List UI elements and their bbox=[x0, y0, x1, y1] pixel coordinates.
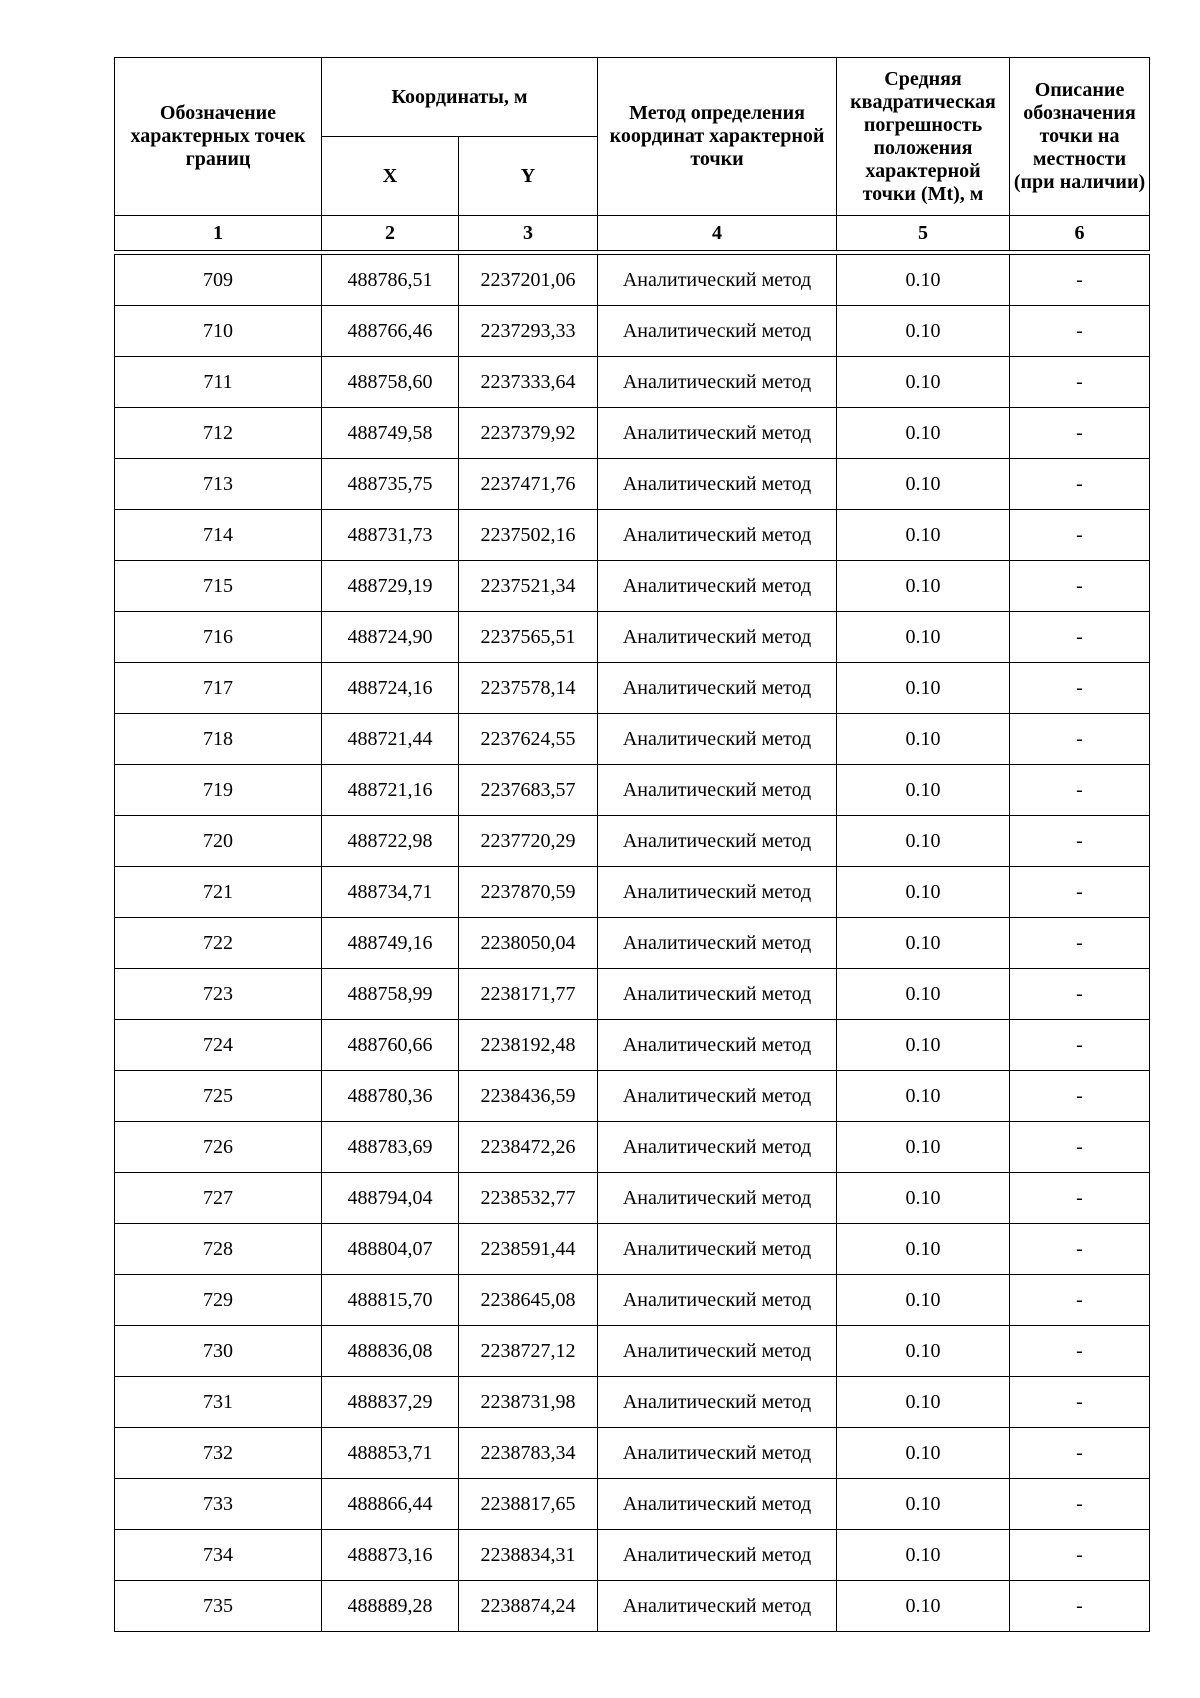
point-id-cell: 733 bbox=[115, 1479, 322, 1530]
x-coordinate-cell: 488780,36 bbox=[322, 1071, 459, 1122]
description-cell: - bbox=[1010, 1530, 1150, 1581]
mean-error-cell: 0.10 bbox=[837, 663, 1010, 714]
x-coordinate-cell: 488758,60 bbox=[322, 357, 459, 408]
description-cell: - bbox=[1010, 1581, 1150, 1632]
method-cell: Аналитический метод bbox=[598, 1326, 837, 1377]
method-cell: Аналитический метод bbox=[598, 1173, 837, 1224]
description-cell: - bbox=[1010, 816, 1150, 867]
description-cell: - bbox=[1010, 510, 1150, 561]
point-id-cell: 712 bbox=[115, 408, 322, 459]
mean-error-cell: 0.10 bbox=[837, 1428, 1010, 1479]
table-header bbox=[114, 57, 1150, 251]
mean-error-cell: 0.10 bbox=[837, 918, 1010, 969]
point-id-cell: 722 bbox=[115, 918, 322, 969]
mean-error-cell: 0.10 bbox=[837, 1122, 1010, 1173]
method-cell: Аналитический метод bbox=[598, 510, 837, 561]
point-id-cell: 711 bbox=[115, 357, 322, 408]
table-row bbox=[115, 1581, 1150, 1632]
mean-error-cell: 0.10 bbox=[837, 1173, 1010, 1224]
x-coordinate-cell: 488734,71 bbox=[322, 867, 459, 918]
x-coordinate-cell: 488749,16 bbox=[322, 918, 459, 969]
table-row bbox=[115, 1428, 1150, 1479]
mean-error-cell: 0.10 bbox=[837, 612, 1010, 663]
point-id-cell: 726 bbox=[115, 1122, 322, 1173]
table-row bbox=[115, 306, 1150, 357]
mean-error-cell: 0.10 bbox=[837, 1071, 1010, 1122]
y-coordinate-cell: 2237379,92 bbox=[459, 408, 598, 459]
point-id-cell: 728 bbox=[115, 1224, 322, 1275]
x-coordinate-cell: 488766,46 bbox=[322, 306, 459, 357]
table-row bbox=[115, 357, 1150, 408]
mean-error-cell: 0.10 bbox=[837, 255, 1010, 306]
x-coordinate-cell: 488758,99 bbox=[322, 969, 459, 1020]
table-row bbox=[115, 1071, 1150, 1122]
point-id-cell: 731 bbox=[115, 1377, 322, 1428]
y-coordinate-cell: 2237293,33 bbox=[459, 306, 598, 357]
y-coordinate-cell: 2238050,04 bbox=[459, 918, 598, 969]
x-coordinate-cell: 488866,44 bbox=[322, 1479, 459, 1530]
point-id-cell: 730 bbox=[115, 1326, 322, 1377]
table-row bbox=[115, 969, 1150, 1020]
header-coordinates: Координаты, м bbox=[322, 58, 598, 137]
y-coordinate-cell: 2238192,48 bbox=[459, 1020, 598, 1071]
point-id-cell: 725 bbox=[115, 1071, 322, 1122]
point-id-cell: 729 bbox=[115, 1275, 322, 1326]
description-cell: - bbox=[1010, 918, 1150, 969]
x-coordinate-cell: 488722,98 bbox=[322, 816, 459, 867]
point-id-cell: 724 bbox=[115, 1020, 322, 1071]
description-cell: - bbox=[1010, 357, 1150, 408]
y-coordinate-cell: 2238532,77 bbox=[459, 1173, 598, 1224]
mean-error-cell: 0.10 bbox=[837, 1581, 1010, 1632]
point-id-cell: 713 bbox=[115, 459, 322, 510]
mean-error-cell: 0.10 bbox=[837, 816, 1010, 867]
table-row bbox=[115, 1479, 1150, 1530]
description-cell: - bbox=[1010, 459, 1150, 510]
y-coordinate-cell: 2238783,34 bbox=[459, 1428, 598, 1479]
x-coordinate-cell: 488749,58 bbox=[322, 408, 459, 459]
document-page bbox=[114, 57, 1149, 1632]
method-cell: Аналитический метод bbox=[598, 1377, 837, 1428]
x-coordinate-cell: 488724,16 bbox=[322, 663, 459, 714]
x-coordinate-cell: 488836,08 bbox=[322, 1326, 459, 1377]
table-row bbox=[115, 1173, 1150, 1224]
mean-error-cell: 0.10 bbox=[837, 1530, 1010, 1581]
y-coordinate-cell: 2237471,76 bbox=[459, 459, 598, 510]
point-id-cell: 734 bbox=[115, 1530, 322, 1581]
table-row bbox=[115, 1530, 1150, 1581]
column-number: 4 bbox=[598, 216, 837, 251]
table-row bbox=[115, 1224, 1150, 1275]
y-coordinate-cell: 2238731,98 bbox=[459, 1377, 598, 1428]
mean-error-cell: 0.10 bbox=[837, 306, 1010, 357]
header-y: Y bbox=[459, 137, 598, 216]
column-number: 5 bbox=[837, 216, 1010, 251]
description-cell: - bbox=[1010, 765, 1150, 816]
method-cell: Аналитический метод bbox=[598, 255, 837, 306]
table-row bbox=[115, 1326, 1150, 1377]
method-cell: Аналитический метод bbox=[598, 867, 837, 918]
mean-error-cell: 0.10 bbox=[837, 1479, 1010, 1530]
description-cell: - bbox=[1010, 1377, 1150, 1428]
method-cell: Аналитический метод bbox=[598, 714, 837, 765]
table-row bbox=[115, 765, 1150, 816]
description-cell: - bbox=[1010, 1173, 1150, 1224]
method-cell: Аналитический метод bbox=[598, 1428, 837, 1479]
method-cell: Аналитический метод bbox=[598, 612, 837, 663]
y-coordinate-cell: 2238472,26 bbox=[459, 1122, 598, 1173]
method-cell: Аналитический метод bbox=[598, 459, 837, 510]
method-cell: Аналитический метод bbox=[598, 306, 837, 357]
coordinates-table bbox=[114, 254, 1150, 1632]
method-cell: Аналитический метод bbox=[598, 1224, 837, 1275]
x-coordinate-cell: 488735,75 bbox=[322, 459, 459, 510]
y-coordinate-cell: 2237870,59 bbox=[459, 867, 598, 918]
header-x: X bbox=[322, 137, 459, 216]
mean-error-cell: 0.10 bbox=[837, 1020, 1010, 1071]
mean-error-cell: 0.10 bbox=[837, 510, 1010, 561]
point-id-cell: 723 bbox=[115, 969, 322, 1020]
description-cell: - bbox=[1010, 612, 1150, 663]
description-cell: - bbox=[1010, 663, 1150, 714]
x-coordinate-cell: 488837,29 bbox=[322, 1377, 459, 1428]
x-coordinate-cell: 488760,66 bbox=[322, 1020, 459, 1071]
method-cell: Аналитический метод bbox=[598, 1275, 837, 1326]
x-coordinate-cell: 488721,16 bbox=[322, 765, 459, 816]
mean-error-cell: 0.10 bbox=[837, 1224, 1010, 1275]
column-number: 1 bbox=[115, 216, 322, 251]
x-coordinate-cell: 488815,70 bbox=[322, 1275, 459, 1326]
point-id-cell: 719 bbox=[115, 765, 322, 816]
table-row bbox=[115, 663, 1150, 714]
column-number: 3 bbox=[459, 216, 598, 251]
description-cell: - bbox=[1010, 306, 1150, 357]
method-cell: Аналитический метод bbox=[598, 663, 837, 714]
x-coordinate-cell: 488721,44 bbox=[322, 714, 459, 765]
description-cell: - bbox=[1010, 867, 1150, 918]
method-cell: Аналитический метод bbox=[598, 765, 837, 816]
y-coordinate-cell: 2238436,59 bbox=[459, 1071, 598, 1122]
method-cell: Аналитический метод bbox=[598, 1581, 837, 1632]
point-id-cell: 709 bbox=[115, 255, 322, 306]
mean-error-cell: 0.10 bbox=[837, 561, 1010, 612]
header-mean-error: Средняя квадратическая погрешность положения характерной точки (Mt), м bbox=[837, 58, 1010, 216]
point-id-cell: 710 bbox=[115, 306, 322, 357]
y-coordinate-cell: 2238645,08 bbox=[459, 1275, 598, 1326]
x-coordinate-cell: 488783,69 bbox=[322, 1122, 459, 1173]
description-cell: - bbox=[1010, 1428, 1150, 1479]
x-coordinate-cell: 488889,28 bbox=[322, 1581, 459, 1632]
mean-error-cell: 0.10 bbox=[837, 1326, 1010, 1377]
mean-error-cell: 0.10 bbox=[837, 969, 1010, 1020]
method-cell: Аналитический метод bbox=[598, 969, 837, 1020]
mean-error-cell: 0.10 bbox=[837, 357, 1010, 408]
x-coordinate-cell: 488873,16 bbox=[322, 1530, 459, 1581]
method-cell: Аналитический метод bbox=[598, 918, 837, 969]
table-row bbox=[115, 510, 1150, 561]
method-cell: Аналитический метод bbox=[598, 1020, 837, 1071]
y-coordinate-cell: 2238817,65 bbox=[459, 1479, 598, 1530]
x-coordinate-cell: 488724,90 bbox=[322, 612, 459, 663]
x-coordinate-cell: 488786,51 bbox=[322, 255, 459, 306]
table-row bbox=[115, 1275, 1150, 1326]
table-row bbox=[115, 408, 1150, 459]
y-coordinate-cell: 2237333,64 bbox=[459, 357, 598, 408]
y-coordinate-cell: 2237720,29 bbox=[459, 816, 598, 867]
point-id-cell: 718 bbox=[115, 714, 322, 765]
y-coordinate-cell: 2238171,77 bbox=[459, 969, 598, 1020]
point-id-cell: 721 bbox=[115, 867, 322, 918]
point-id-cell: 716 bbox=[115, 612, 322, 663]
table-body bbox=[115, 255, 1150, 1632]
description-cell: - bbox=[1010, 969, 1150, 1020]
y-coordinate-cell: 2237565,51 bbox=[459, 612, 598, 663]
y-coordinate-cell: 2237624,55 bbox=[459, 714, 598, 765]
y-coordinate-cell: 2237201,06 bbox=[459, 255, 598, 306]
mean-error-cell: 0.10 bbox=[837, 1275, 1010, 1326]
x-coordinate-cell: 488729,19 bbox=[322, 561, 459, 612]
description-cell: - bbox=[1010, 1224, 1150, 1275]
y-coordinate-cell: 2237683,57 bbox=[459, 765, 598, 816]
table-row bbox=[115, 1377, 1150, 1428]
point-id-cell: 714 bbox=[115, 510, 322, 561]
y-coordinate-cell: 2237521,34 bbox=[459, 561, 598, 612]
table-row bbox=[115, 612, 1150, 663]
point-id-cell: 732 bbox=[115, 1428, 322, 1479]
mean-error-cell: 0.10 bbox=[837, 459, 1010, 510]
point-id-cell: 720 bbox=[115, 816, 322, 867]
table-row bbox=[115, 561, 1150, 612]
point-id-cell: 717 bbox=[115, 663, 322, 714]
description-cell: - bbox=[1010, 1122, 1150, 1173]
header-point-designation: Обозначение характерных точек границ bbox=[115, 58, 322, 216]
method-cell: Аналитический метод bbox=[598, 561, 837, 612]
table-row bbox=[115, 459, 1150, 510]
header-method: Метод определения координат характерной точки bbox=[598, 58, 837, 216]
point-id-cell: 715 bbox=[115, 561, 322, 612]
method-cell: Аналитический метод bbox=[598, 816, 837, 867]
mean-error-cell: 0.10 bbox=[837, 765, 1010, 816]
y-coordinate-cell: 2238874,24 bbox=[459, 1581, 598, 1632]
description-cell: - bbox=[1010, 1275, 1150, 1326]
mean-error-cell: 0.10 bbox=[837, 1377, 1010, 1428]
method-cell: Аналитический метод bbox=[598, 1479, 837, 1530]
table-row bbox=[115, 1020, 1150, 1071]
table-row bbox=[115, 1122, 1150, 1173]
method-cell: Аналитический метод bbox=[598, 408, 837, 459]
x-coordinate-cell: 488853,71 bbox=[322, 1428, 459, 1479]
y-coordinate-cell: 2238591,44 bbox=[459, 1224, 598, 1275]
point-id-cell: 727 bbox=[115, 1173, 322, 1224]
description-cell: - bbox=[1010, 255, 1150, 306]
y-coordinate-cell: 2237502,16 bbox=[459, 510, 598, 561]
table-row bbox=[115, 816, 1150, 867]
header-description: Описание обозначения точки на местности (при наличии) bbox=[1010, 58, 1150, 216]
method-cell: Аналитический метод bbox=[598, 1530, 837, 1581]
description-cell: - bbox=[1010, 1020, 1150, 1071]
mean-error-cell: 0.10 bbox=[837, 408, 1010, 459]
description-cell: - bbox=[1010, 408, 1150, 459]
description-cell: - bbox=[1010, 561, 1150, 612]
x-coordinate-cell: 488794,04 bbox=[322, 1173, 459, 1224]
description-cell: - bbox=[1010, 714, 1150, 765]
description-cell: - bbox=[1010, 1071, 1150, 1122]
mean-error-cell: 0.10 bbox=[837, 867, 1010, 918]
y-coordinate-cell: 2238834,31 bbox=[459, 1530, 598, 1581]
method-cell: Аналитический метод bbox=[598, 357, 837, 408]
mean-error-cell: 0.10 bbox=[837, 714, 1010, 765]
table-row bbox=[115, 255, 1150, 306]
point-id-cell: 735 bbox=[115, 1581, 322, 1632]
description-cell: - bbox=[1010, 1479, 1150, 1530]
column-number: 6 bbox=[1010, 216, 1150, 251]
column-number: 2 bbox=[322, 216, 459, 251]
table-row bbox=[115, 867, 1150, 918]
y-coordinate-cell: 2237578,14 bbox=[459, 663, 598, 714]
x-coordinate-cell: 488731,73 bbox=[322, 510, 459, 561]
method-cell: Аналитический метод bbox=[598, 1122, 837, 1173]
description-cell: - bbox=[1010, 1326, 1150, 1377]
x-coordinate-cell: 488804,07 bbox=[322, 1224, 459, 1275]
table-row bbox=[115, 918, 1150, 969]
method-cell: Аналитический метод bbox=[598, 1071, 837, 1122]
table-row bbox=[115, 714, 1150, 765]
y-coordinate-cell: 2238727,12 bbox=[459, 1326, 598, 1377]
